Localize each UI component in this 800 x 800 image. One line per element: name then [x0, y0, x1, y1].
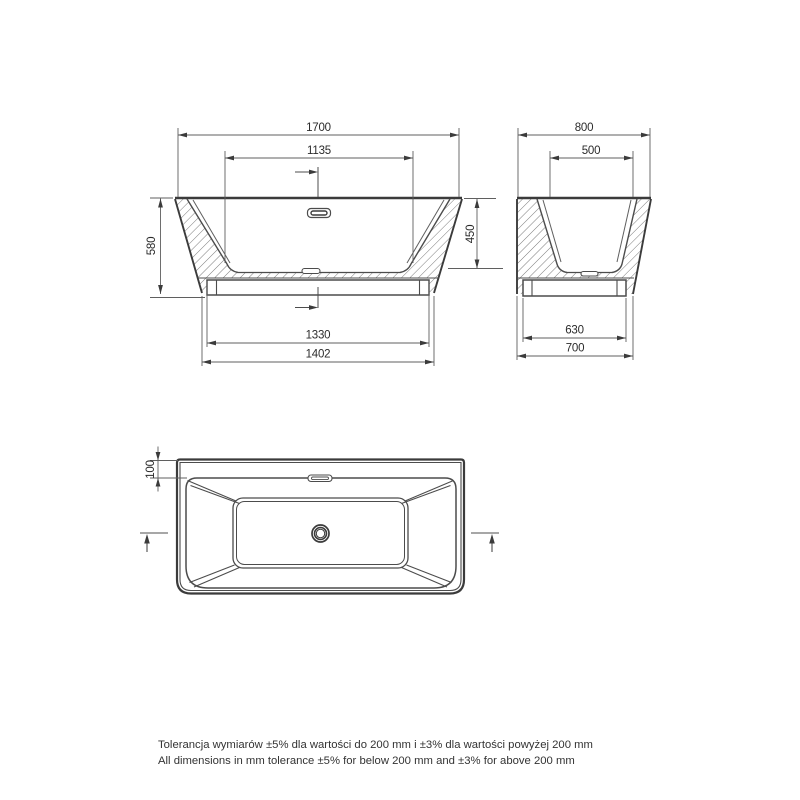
side-section-view: [517, 122, 651, 360]
front-section-view: [146, 122, 503, 366]
section-marker-right: [471, 533, 499, 552]
tolerance-notes: [158, 739, 593, 767]
arrowhead-right: [420, 341, 429, 346]
dim-label-front-bottom-shell-length: 1402: [305, 348, 331, 361]
arrowhead-left: [550, 156, 559, 161]
dim-side-overall-width: [518, 122, 650, 197]
dim-side-inner-width: [550, 145, 633, 197]
top-floor-contour: [233, 498, 408, 568]
section-marker-left: [140, 533, 168, 552]
drain-ring-inner: [316, 529, 324, 537]
corner-diagonal: [405, 481, 454, 502]
arrowhead-left: [178, 133, 187, 138]
top-drain-icon: [312, 525, 329, 542]
arrowhead-right: [450, 133, 459, 138]
centerline-arrowhead: [309, 170, 318, 175]
arrowhead-left: [518, 133, 527, 138]
front-centerline-marker-bottom: [295, 287, 318, 310]
arrowhead-bottom: [475, 260, 480, 269]
arrowhead-down: [156, 452, 161, 461]
arrowhead-left: [207, 341, 216, 346]
top-floor-outer: [233, 498, 408, 568]
dim-front-bottom-length: [225, 145, 413, 263]
arrowhead-right: [641, 133, 650, 138]
top-overflow-icon: [308, 475, 332, 482]
dim-label-front-bottom-length: 1135: [307, 145, 331, 157]
front-centerline-marker-top: [295, 167, 318, 197]
corner-diagonal: [191, 486, 240, 504]
front-drain-icon: [302, 269, 320, 274]
corner-diagonal: [402, 486, 451, 504]
front-left-wall-hatch: [175, 199, 238, 293]
dim-label-side-overall-width: 800: [574, 122, 594, 134]
arrowhead-top: [475, 199, 480, 208]
side-base-outline: [523, 280, 626, 296]
arrowhead-top: [158, 199, 163, 208]
dim-label-side-base-width: 630: [565, 324, 584, 337]
arrowhead-left: [225, 156, 234, 161]
top-opening-edge: [186, 478, 456, 588]
arrowhead-right: [425, 360, 434, 365]
arrowhead-left: [523, 336, 532, 341]
side-drain-icon: [581, 272, 598, 277]
arrowhead-right: [624, 156, 633, 161]
corner-diagonal: [194, 568, 240, 588]
tolerance-note-pl: Tolerancja wymiarów ±5% dla wartości do 200 mm i ±3% dla wartości powyżej 200 mm: [158, 739, 593, 751]
front-overflow-icon: [308, 209, 331, 218]
dim-label-front-overall-height: 580: [146, 236, 158, 256]
arrowhead-left: [202, 360, 211, 365]
dim-label-front-inner-depth: 450: [465, 224, 477, 244]
arrowhead-right: [617, 336, 626, 341]
dim-label-front-base-length: 1330: [305, 329, 331, 342]
arrowhead-bottom: [158, 285, 163, 294]
side-base: [523, 280, 626, 296]
corner-diagonal: [188, 481, 237, 502]
centerline-arrowhead: [309, 305, 318, 310]
section-arrowhead-up: [489, 534, 495, 544]
corner-diagonal: [402, 568, 448, 588]
front-right-wall-hatch: [400, 199, 462, 293]
dim-label-side-bottom-shell-width: 700: [565, 342, 585, 355]
arrowhead-right: [624, 354, 633, 359]
dim-top-back-rim-width: [145, 447, 187, 492]
tolerance-note-en: All dimensions in mm tolerance ±5% for below 200 mm and ±3% for above 200 mm: [158, 755, 575, 767]
dim-label-top-back-rim-width: 100: [145, 460, 157, 479]
section-arrowhead-up: [144, 534, 150, 544]
arrowhead-left: [517, 354, 526, 359]
top-floor-inner: [237, 502, 405, 565]
dim-label-side-inner-width: 500: [581, 145, 601, 157]
top-plan-view: [140, 447, 499, 594]
top-corner-slope-lines: [188, 481, 454, 588]
dim-label-front-overall-length: 1700: [306, 122, 331, 134]
arrowhead-right: [404, 156, 413, 161]
dim-side-base-width: [523, 298, 626, 342]
